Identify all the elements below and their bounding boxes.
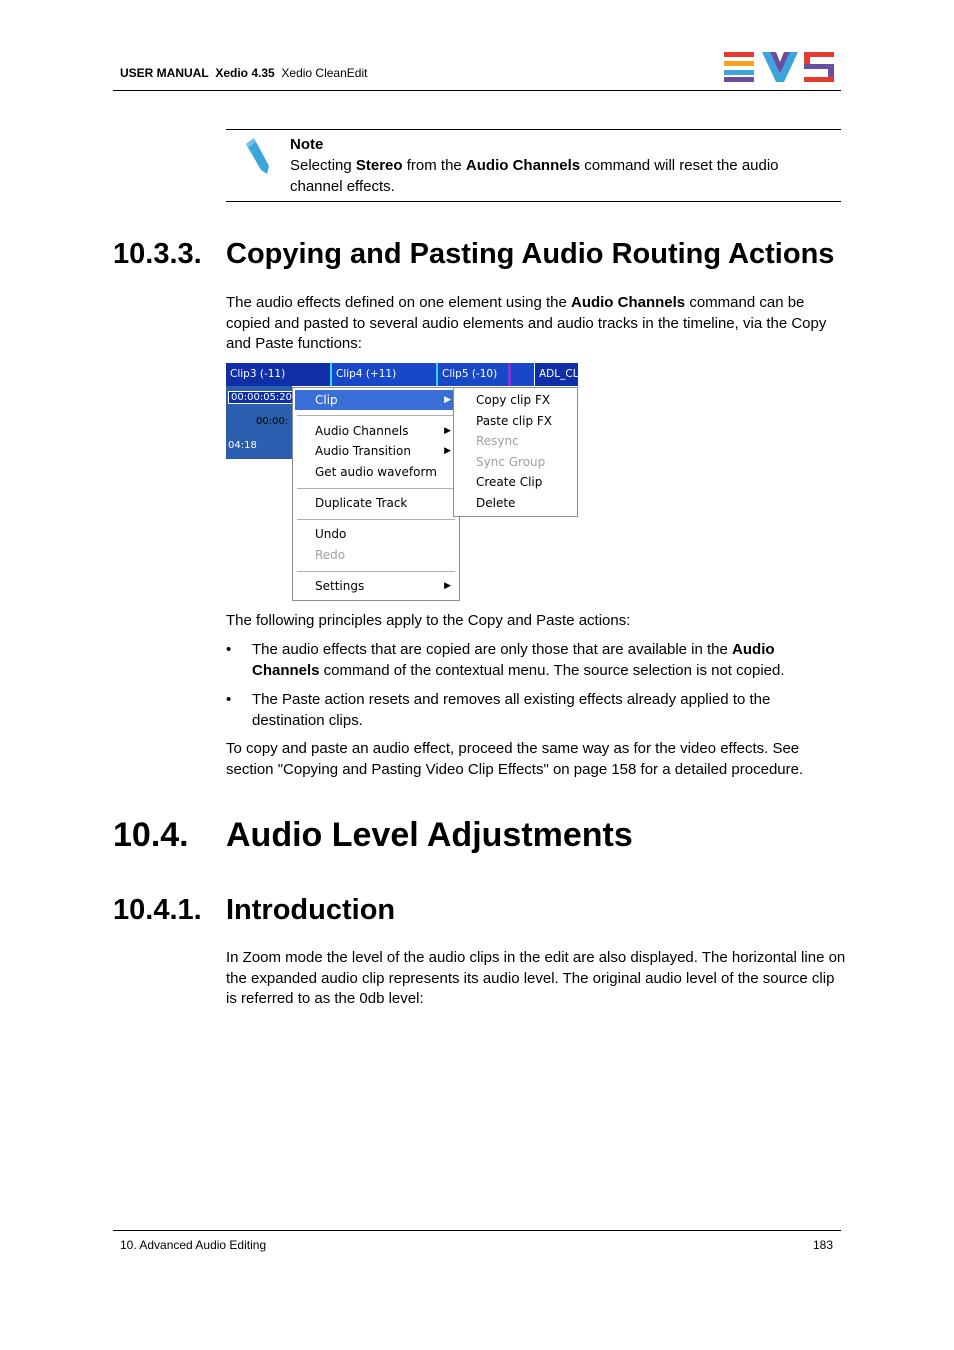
section-number-1033: 10.3.3. — [113, 238, 202, 270]
menu-item-redo: Redo — [315, 548, 346, 562]
clip-cell[interactable]: Clip5 (-10) — [442, 368, 498, 380]
timecode: 00:00:05:20 — [228, 391, 295, 404]
menu-item-duplicate-track[interactable]: Duplicate Track — [315, 496, 408, 510]
evs-logo — [724, 52, 836, 82]
menu-item-settings[interactable]: Settings ▶ — [315, 579, 451, 593]
footer-chapter: 10. Advanced Audio Editing — [120, 1238, 267, 1252]
menu-item-clip[interactable]: Clip ▶ — [295, 390, 457, 410]
paragraph-procedure: To copy and paste an audio effect, proceed the same way as for the video effects. See section "Copying and Pasting Video Clip Effects" on page 158 for a detailed procedure. — [226, 740, 804, 778]
manual-label: USER MANUAL — [120, 66, 209, 80]
page-number: 183 — [813, 1238, 834, 1252]
section-title-104: Audio Level Adjustments — [226, 816, 633, 854]
submenu-item-delete[interactable]: Delete — [476, 496, 516, 510]
clip-submenu — [453, 387, 578, 517]
note-title: Note — [290, 136, 324, 153]
menu-item-get-audio-waveform[interactable]: Get audio waveform — [315, 465, 437, 479]
menu-item-undo[interactable]: Undo — [315, 527, 347, 541]
note-bottom-rule — [226, 201, 841, 202]
submenu-item-copy-clip-fx[interactable]: Copy clip FX — [476, 393, 551, 407]
timecode: 04:18 — [228, 440, 257, 451]
context-menu-screenshot — [226, 363, 578, 601]
submenu-item-create-clip[interactable]: Create Clip — [476, 475, 543, 489]
running-header — [120, 66, 367, 80]
module-label: Xedio CleanEdit — [281, 66, 368, 80]
section-title-1041: Introduction — [226, 894, 396, 926]
clip-cell[interactable]: Clip3 (-11) — [226, 363, 330, 386]
submenu-item-sync-group: Sync Group — [476, 455, 546, 469]
menu-item-audio-transition[interactable]: Audio Transition ▶ — [315, 444, 451, 458]
pencil-icon — [242, 136, 272, 176]
timecode: 00:00: — [256, 416, 289, 427]
paragraph-introduction: In Zoom mode the level of the audio clips in the edit are also displayed. The horizontal line on the expanded audio clip represents its audio level. The original audio level of the source clip is referred to as the 0db level: — [226, 949, 846, 1007]
submenu-item-resync: Resync — [476, 434, 519, 448]
paragraph-principles: The following principles apply to the Copy and Paste actions: — [226, 612, 631, 629]
list-item: • The Paste action resets and removes all existing effects already applied to the destination clips. — [226, 691, 771, 729]
submenu-item-paste-clip-fx[interactable]: Paste clip FX — [476, 414, 553, 428]
clip-cell[interactable]: ADL_CL — [534, 363, 578, 386]
menu-item-audio-channels[interactable]: Audio Channels ▶ — [315, 424, 451, 438]
product-label: Xedio 4.35 — [215, 66, 275, 80]
header-rule — [113, 90, 841, 91]
clip-cell[interactable]: Clip4 (+11) — [336, 368, 397, 380]
list-item: • The audio effects that are copied are only those that are available in the Audio Channels command of the contextual menu. The source selection is not copied. — [226, 641, 785, 679]
section-number-1041: 10.4.1. — [113, 894, 202, 926]
paragraph-copy-paste-intro: The audio effects defined on one element using the Audio Channels command can be copied and pasted to several audio elements and audio tracks in the timeline, via the Copy and Paste functions: — [226, 294, 827, 352]
section-number-104: 10.4. — [113, 816, 189, 854]
section-title-1033: Copying and Pasting Audio Routing Actions — [226, 238, 835, 270]
note-body: Selecting Stereo from the Audio Channels command will reset the audio channel effects. — [290, 157, 779, 195]
context-menu — [292, 387, 460, 601]
note-top-rule — [226, 129, 841, 130]
footer-rule — [113, 1230, 841, 1231]
